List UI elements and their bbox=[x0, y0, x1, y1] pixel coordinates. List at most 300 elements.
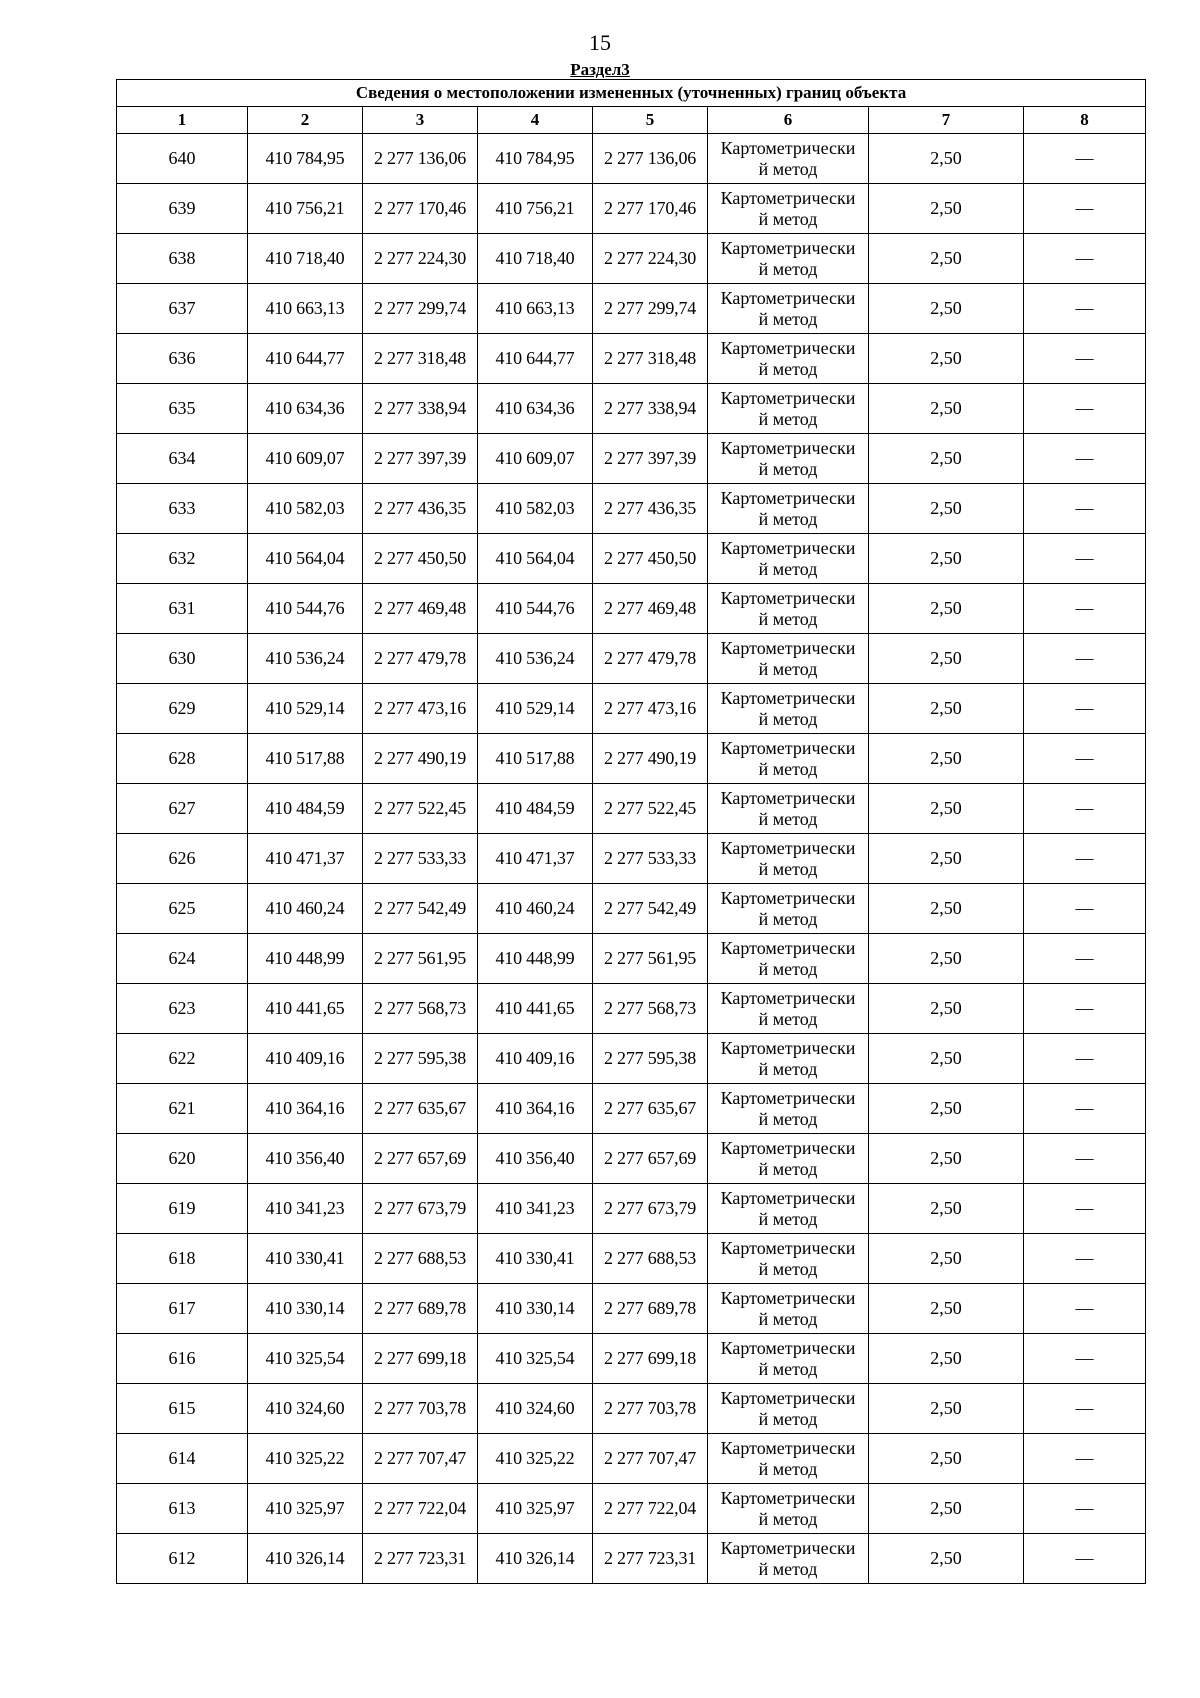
new-x-cell: 410 544,76 bbox=[478, 584, 593, 634]
new-x-cell: 410 644,77 bbox=[478, 334, 593, 384]
point-number-cell: 625 bbox=[117, 884, 248, 934]
existing-y-cell: 2 277 479,78 bbox=[363, 634, 478, 684]
method-cell bbox=[708, 534, 869, 584]
existing-x-cell: 410 663,13 bbox=[248, 284, 363, 334]
point-number-cell: 626 bbox=[117, 834, 248, 884]
table-row bbox=[117, 1184, 1146, 1234]
table-row bbox=[117, 1334, 1146, 1384]
new-y-cell: 2 277 318,48 bbox=[593, 334, 708, 384]
method-line-2: й метод bbox=[758, 1058, 818, 1079]
existing-y-cell: 2 277 561,95 bbox=[363, 934, 478, 984]
point-number-cell: 616 bbox=[117, 1334, 248, 1384]
new-y-cell: 2 277 224,30 bbox=[593, 234, 708, 284]
new-y-cell: 2 277 688,53 bbox=[593, 1234, 708, 1284]
existing-x-cell: 410 330,41 bbox=[248, 1234, 363, 1284]
table-row bbox=[117, 934, 1146, 984]
method-line-2: й метод bbox=[758, 658, 818, 679]
dash-cell: — bbox=[1024, 1134, 1146, 1184]
point-number-cell: 622 bbox=[117, 1034, 248, 1084]
existing-y-cell: 2 277 657,69 bbox=[363, 1134, 478, 1184]
existing-x-cell: 410 460,24 bbox=[248, 884, 363, 934]
method-cell bbox=[708, 434, 869, 484]
accuracy-cell: 2,50 bbox=[869, 784, 1024, 834]
new-y-cell: 2 277 707,47 bbox=[593, 1434, 708, 1484]
table-caption: Сведения о местоположении измененных (уточненных) границ объекта bbox=[117, 80, 1146, 107]
existing-y-cell: 2 277 707,47 bbox=[363, 1434, 478, 1484]
existing-y-cell: 2 277 703,78 bbox=[363, 1384, 478, 1434]
dash-cell: — bbox=[1024, 1034, 1146, 1084]
method-line-2: й метод bbox=[758, 558, 818, 579]
dash-cell: — bbox=[1024, 1484, 1146, 1534]
existing-y-cell: 2 277 170,46 bbox=[363, 184, 478, 234]
existing-x-cell: 410 448,99 bbox=[248, 934, 363, 984]
method-line-2: й метод bbox=[758, 908, 818, 929]
point-number-cell: 621 bbox=[117, 1084, 248, 1134]
existing-x-cell: 410 756,21 bbox=[248, 184, 363, 234]
existing-y-cell: 2 277 688,53 bbox=[363, 1234, 478, 1284]
existing-y-cell: 2 277 469,48 bbox=[363, 584, 478, 634]
page-number: 15 bbox=[589, 30, 611, 55]
new-y-cell: 2 277 469,48 bbox=[593, 584, 708, 634]
point-number-cell: 614 bbox=[117, 1434, 248, 1484]
table-row bbox=[117, 284, 1146, 334]
new-y-cell: 2 277 673,79 bbox=[593, 1184, 708, 1234]
dash-cell: — bbox=[1024, 384, 1146, 434]
accuracy-cell: 2,50 bbox=[869, 884, 1024, 934]
method-cell bbox=[708, 484, 869, 534]
existing-x-cell: 410 529,14 bbox=[248, 684, 363, 734]
table-row bbox=[117, 634, 1146, 684]
accuracy-cell: 2,50 bbox=[869, 1184, 1024, 1234]
dash-cell: — bbox=[1024, 484, 1146, 534]
existing-x-cell: 410 582,03 bbox=[248, 484, 363, 534]
method-line-1: Картометрически bbox=[720, 237, 856, 258]
new-x-cell: 410 536,24 bbox=[478, 634, 593, 684]
accuracy-cell: 2,50 bbox=[869, 1284, 1024, 1334]
new-x-cell: 410 663,13 bbox=[478, 284, 593, 334]
method-cell bbox=[708, 1384, 869, 1434]
table-row bbox=[117, 1134, 1146, 1184]
method-cell bbox=[708, 1084, 869, 1134]
point-number-cell: 620 bbox=[117, 1134, 248, 1184]
point-number-cell: 619 bbox=[117, 1184, 248, 1234]
new-y-cell: 2 277 568,73 bbox=[593, 984, 708, 1034]
existing-y-cell: 2 277 522,45 bbox=[363, 784, 478, 834]
table-row bbox=[117, 1434, 1146, 1484]
method-line-1: Картометрически bbox=[720, 1037, 856, 1058]
method-line-2: й метод bbox=[758, 1458, 818, 1479]
dash-cell: — bbox=[1024, 184, 1146, 234]
column-numbers-row bbox=[117, 107, 1146, 134]
table-row bbox=[117, 334, 1146, 384]
existing-y-cell: 2 277 568,73 bbox=[363, 984, 478, 1034]
method-line-2: й метод bbox=[758, 1308, 818, 1329]
dash-cell: — bbox=[1024, 734, 1146, 784]
existing-y-cell: 2 277 673,79 bbox=[363, 1184, 478, 1234]
dash-cell: — bbox=[1024, 534, 1146, 584]
existing-y-cell: 2 277 542,49 bbox=[363, 884, 478, 934]
method-cell bbox=[708, 684, 869, 734]
table-row bbox=[117, 1234, 1146, 1284]
new-y-cell: 2 277 561,95 bbox=[593, 934, 708, 984]
accuracy-cell: 2,50 bbox=[869, 234, 1024, 284]
method-line-2: й метод bbox=[758, 458, 818, 479]
new-y-cell: 2 277 689,78 bbox=[593, 1284, 708, 1334]
section-title: Раздел3 bbox=[570, 60, 630, 79]
method-line-2: й метод bbox=[758, 808, 818, 829]
accuracy-cell: 2,50 bbox=[869, 1234, 1024, 1284]
new-x-cell: 410 484,59 bbox=[478, 784, 593, 834]
method-line-2: й метод bbox=[758, 308, 818, 329]
new-y-cell: 2 277 450,50 bbox=[593, 534, 708, 584]
method-cell bbox=[708, 784, 869, 834]
point-number-cell: 635 bbox=[117, 384, 248, 434]
table-row bbox=[117, 234, 1146, 284]
column-number: 6 bbox=[708, 107, 869, 134]
accuracy-cell: 2,50 bbox=[869, 684, 1024, 734]
method-line-1: Картометрически bbox=[720, 137, 856, 158]
existing-y-cell: 2 277 723,31 bbox=[363, 1534, 478, 1584]
dash-cell: — bbox=[1024, 884, 1146, 934]
method-line-1: Картометрически bbox=[720, 1487, 856, 1508]
method-line-2: й метод bbox=[758, 1508, 818, 1529]
existing-y-cell: 2 277 299,74 bbox=[363, 284, 478, 334]
method-line-2: й метод bbox=[758, 608, 818, 629]
existing-y-cell: 2 277 318,48 bbox=[363, 334, 478, 384]
method-cell bbox=[708, 1534, 869, 1584]
column-number: 7 bbox=[869, 107, 1024, 134]
new-x-cell: 410 564,04 bbox=[478, 534, 593, 584]
point-number-cell: 617 bbox=[117, 1284, 248, 1334]
new-x-cell: 410 324,60 bbox=[478, 1384, 593, 1434]
table-row bbox=[117, 834, 1146, 884]
new-x-cell: 410 325,54 bbox=[478, 1334, 593, 1384]
accuracy-cell: 2,50 bbox=[869, 1334, 1024, 1384]
new-y-cell: 2 277 170,46 bbox=[593, 184, 708, 234]
table-row bbox=[117, 584, 1146, 634]
new-x-cell: 410 341,23 bbox=[478, 1184, 593, 1234]
method-line-1: Картометрически bbox=[720, 337, 856, 358]
new-x-cell: 410 784,95 bbox=[478, 134, 593, 184]
method-line-1: Картометрически bbox=[720, 637, 856, 658]
table-row bbox=[117, 1384, 1146, 1434]
method-line-2: й метод bbox=[758, 1408, 818, 1429]
table-row bbox=[117, 434, 1146, 484]
method-line-2: й метод bbox=[758, 1258, 818, 1279]
method-line-2: й метод bbox=[758, 758, 818, 779]
method-cell bbox=[708, 284, 869, 334]
new-y-cell: 2 277 479,78 bbox=[593, 634, 708, 684]
method-line-1: Картометрически bbox=[720, 1537, 856, 1558]
accuracy-cell: 2,50 bbox=[869, 584, 1024, 634]
accuracy-cell: 2,50 bbox=[869, 334, 1024, 384]
method-line-1: Картометрически bbox=[720, 487, 856, 508]
dash-cell: — bbox=[1024, 334, 1146, 384]
accuracy-cell: 2,50 bbox=[869, 1484, 1024, 1534]
dash-cell: — bbox=[1024, 784, 1146, 834]
new-y-cell: 2 277 699,18 bbox=[593, 1334, 708, 1384]
method-cell bbox=[708, 634, 869, 684]
table-row bbox=[117, 784, 1146, 834]
existing-x-cell: 410 517,88 bbox=[248, 734, 363, 784]
dash-cell: — bbox=[1024, 684, 1146, 734]
accuracy-cell: 2,50 bbox=[869, 1434, 1024, 1484]
method-line-1: Картометрически bbox=[720, 537, 856, 558]
table-row bbox=[117, 984, 1146, 1034]
new-y-cell: 2 277 542,49 bbox=[593, 884, 708, 934]
dash-cell: — bbox=[1024, 1084, 1146, 1134]
method-cell bbox=[708, 1434, 869, 1484]
method-line-2: й метод bbox=[758, 158, 818, 179]
existing-y-cell: 2 277 473,16 bbox=[363, 684, 478, 734]
method-line-1: Картометрически bbox=[720, 1287, 856, 1308]
table-row bbox=[117, 684, 1146, 734]
method-cell bbox=[708, 984, 869, 1034]
new-y-cell: 2 277 338,94 bbox=[593, 384, 708, 434]
method-line-2: й метод bbox=[758, 358, 818, 379]
existing-x-cell: 410 784,95 bbox=[248, 134, 363, 184]
method-line-1: Картометрически bbox=[720, 187, 856, 208]
method-line-2: й метод bbox=[758, 1008, 818, 1029]
dash-cell: — bbox=[1024, 1334, 1146, 1384]
accuracy-cell: 2,50 bbox=[869, 134, 1024, 184]
method-line-2: й метод bbox=[758, 708, 818, 729]
accuracy-cell: 2,50 bbox=[869, 1034, 1024, 1084]
existing-y-cell: 2 277 490,19 bbox=[363, 734, 478, 784]
new-x-cell: 410 409,16 bbox=[478, 1034, 593, 1084]
accuracy-cell: 2,50 bbox=[869, 484, 1024, 534]
method-line-1: Картометрически bbox=[720, 1437, 856, 1458]
accuracy-cell: 2,50 bbox=[869, 284, 1024, 334]
existing-x-cell: 410 325,97 bbox=[248, 1484, 363, 1534]
point-number-cell: 632 bbox=[117, 534, 248, 584]
dash-cell: — bbox=[1024, 584, 1146, 634]
method-line-1: Картометрически bbox=[720, 737, 856, 758]
point-number-cell: 615 bbox=[117, 1384, 248, 1434]
new-x-cell: 410 325,22 bbox=[478, 1434, 593, 1484]
existing-x-cell: 410 325,54 bbox=[248, 1334, 363, 1384]
new-x-cell: 410 609,07 bbox=[478, 434, 593, 484]
method-line-1: Картометрически bbox=[720, 287, 856, 308]
existing-x-cell: 410 356,40 bbox=[248, 1134, 363, 1184]
method-cell bbox=[708, 184, 869, 234]
new-x-cell: 410 364,16 bbox=[478, 1084, 593, 1134]
new-y-cell: 2 277 723,31 bbox=[593, 1534, 708, 1584]
method-line-2: й метод bbox=[758, 958, 818, 979]
new-x-cell: 410 582,03 bbox=[478, 484, 593, 534]
table-row bbox=[117, 134, 1146, 184]
method-cell bbox=[708, 884, 869, 934]
method-line-2: й метод bbox=[758, 1158, 818, 1179]
existing-x-cell: 410 718,40 bbox=[248, 234, 363, 284]
dash-cell: — bbox=[1024, 1384, 1146, 1434]
new-y-cell: 2 277 703,78 bbox=[593, 1384, 708, 1434]
dash-cell: — bbox=[1024, 984, 1146, 1034]
method-line-1: Картометрически bbox=[720, 1337, 856, 1358]
point-number-cell: 624 bbox=[117, 934, 248, 984]
table-row bbox=[117, 484, 1146, 534]
accuracy-cell: 2,50 bbox=[869, 534, 1024, 584]
dash-cell: — bbox=[1024, 634, 1146, 684]
new-y-cell: 2 277 657,69 bbox=[593, 1134, 708, 1184]
dash-cell: — bbox=[1024, 1284, 1146, 1334]
method-line-1: Картометрически bbox=[720, 687, 856, 708]
point-number-cell: 640 bbox=[117, 134, 248, 184]
table-row bbox=[117, 184, 1146, 234]
table-row bbox=[117, 1034, 1146, 1084]
new-x-cell: 410 517,88 bbox=[478, 734, 593, 784]
point-number-cell: 623 bbox=[117, 984, 248, 1034]
column-number: 4 bbox=[478, 107, 593, 134]
dash-cell: — bbox=[1024, 134, 1146, 184]
dash-cell: — bbox=[1024, 934, 1146, 984]
method-line-2: й метод bbox=[758, 858, 818, 879]
method-cell bbox=[708, 1234, 869, 1284]
table-row bbox=[117, 384, 1146, 434]
accuracy-cell: 2,50 bbox=[869, 834, 1024, 884]
dash-cell: — bbox=[1024, 834, 1146, 884]
new-y-cell: 2 277 490,19 bbox=[593, 734, 708, 784]
method-line-2: й метод bbox=[758, 508, 818, 529]
new-y-cell: 2 277 522,45 bbox=[593, 784, 708, 834]
point-number-cell: 613 bbox=[117, 1484, 248, 1534]
method-cell bbox=[708, 334, 869, 384]
existing-x-cell: 410 544,76 bbox=[248, 584, 363, 634]
accuracy-cell: 2,50 bbox=[869, 934, 1024, 984]
existing-x-cell: 410 409,16 bbox=[248, 1034, 363, 1084]
new-x-cell: 410 471,37 bbox=[478, 834, 593, 884]
accuracy-cell: 2,50 bbox=[869, 184, 1024, 234]
new-x-cell: 410 448,99 bbox=[478, 934, 593, 984]
existing-y-cell: 2 277 397,39 bbox=[363, 434, 478, 484]
method-line-1: Картометрически bbox=[720, 437, 856, 458]
point-number-cell: 628 bbox=[117, 734, 248, 784]
method-cell bbox=[708, 384, 869, 434]
method-line-1: Картометрически bbox=[720, 1187, 856, 1208]
method-line-1: Картометрически bbox=[720, 787, 856, 808]
method-cell bbox=[708, 1484, 869, 1534]
new-x-cell: 410 718,40 bbox=[478, 234, 593, 284]
new-y-cell: 2 277 533,33 bbox=[593, 834, 708, 884]
existing-y-cell: 2 277 136,06 bbox=[363, 134, 478, 184]
dash-cell: — bbox=[1024, 1184, 1146, 1234]
method-line-1: Картометрически bbox=[720, 1137, 856, 1158]
method-line-1: Картометрически bbox=[720, 587, 856, 608]
table-row bbox=[117, 1084, 1146, 1134]
method-cell bbox=[708, 834, 869, 884]
table-row bbox=[117, 734, 1146, 784]
method-line-2: й метод bbox=[758, 1558, 818, 1579]
column-number: 8 bbox=[1024, 107, 1146, 134]
accuracy-cell: 2,50 bbox=[869, 1534, 1024, 1584]
table-row bbox=[117, 1484, 1146, 1534]
table-caption-row bbox=[117, 80, 1146, 107]
dash-cell: — bbox=[1024, 434, 1146, 484]
new-x-cell: 410 460,24 bbox=[478, 884, 593, 934]
new-y-cell: 2 277 136,06 bbox=[593, 134, 708, 184]
accuracy-cell: 2,50 bbox=[869, 1134, 1024, 1184]
new-y-cell: 2 277 397,39 bbox=[593, 434, 708, 484]
new-y-cell: 2 277 722,04 bbox=[593, 1484, 708, 1534]
existing-x-cell: 410 644,77 bbox=[248, 334, 363, 384]
existing-x-cell: 410 324,60 bbox=[248, 1384, 363, 1434]
method-line-2: й метод bbox=[758, 1208, 818, 1229]
accuracy-cell: 2,50 bbox=[869, 984, 1024, 1034]
new-x-cell: 410 356,40 bbox=[478, 1134, 593, 1184]
new-x-cell: 410 326,14 bbox=[478, 1534, 593, 1584]
existing-x-cell: 410 536,24 bbox=[248, 634, 363, 684]
column-number: 3 bbox=[363, 107, 478, 134]
method-cell bbox=[708, 934, 869, 984]
method-cell bbox=[708, 1334, 869, 1384]
accuracy-cell: 2,50 bbox=[869, 734, 1024, 784]
new-x-cell: 410 441,65 bbox=[478, 984, 593, 1034]
method-line-2: й метод bbox=[758, 1108, 818, 1129]
new-y-cell: 2 277 436,35 bbox=[593, 484, 708, 534]
method-line-2: й метод bbox=[758, 408, 818, 429]
method-line-1: Картометрически bbox=[720, 387, 856, 408]
point-number-cell: 631 bbox=[117, 584, 248, 634]
method-cell bbox=[708, 1284, 869, 1334]
dash-cell: — bbox=[1024, 234, 1146, 284]
method-line-2: й метод bbox=[758, 1358, 818, 1379]
existing-y-cell: 2 277 450,50 bbox=[363, 534, 478, 584]
new-y-cell: 2 277 595,38 bbox=[593, 1034, 708, 1084]
method-line-1: Картометрически bbox=[720, 1237, 856, 1258]
point-number-cell: 627 bbox=[117, 784, 248, 834]
method-cell bbox=[708, 734, 869, 784]
existing-x-cell: 410 484,59 bbox=[248, 784, 363, 834]
method-cell bbox=[708, 234, 869, 284]
existing-y-cell: 2 277 224,30 bbox=[363, 234, 478, 284]
existing-y-cell: 2 277 635,67 bbox=[363, 1084, 478, 1134]
point-number-cell: 633 bbox=[117, 484, 248, 534]
point-number-cell: 618 bbox=[117, 1234, 248, 1284]
new-y-cell: 2 277 635,67 bbox=[593, 1084, 708, 1134]
existing-x-cell: 410 471,37 bbox=[248, 834, 363, 884]
accuracy-cell: 2,50 bbox=[869, 1384, 1024, 1434]
new-x-cell: 410 756,21 bbox=[478, 184, 593, 234]
point-number-cell: 629 bbox=[117, 684, 248, 734]
new-x-cell: 410 330,41 bbox=[478, 1234, 593, 1284]
method-line-1: Картометрически bbox=[720, 937, 856, 958]
method-cell bbox=[708, 134, 869, 184]
dash-cell: — bbox=[1024, 1234, 1146, 1284]
point-number-cell: 634 bbox=[117, 434, 248, 484]
table-row bbox=[117, 1534, 1146, 1584]
table-row bbox=[117, 534, 1146, 584]
new-x-cell: 410 529,14 bbox=[478, 684, 593, 734]
point-number-cell: 612 bbox=[117, 1534, 248, 1584]
method-line-2: й метод bbox=[758, 208, 818, 229]
point-number-cell: 636 bbox=[117, 334, 248, 384]
new-x-cell: 410 634,36 bbox=[478, 384, 593, 434]
method-line-1: Картометрически bbox=[720, 1387, 856, 1408]
new-y-cell: 2 277 299,74 bbox=[593, 284, 708, 334]
existing-y-cell: 2 277 533,33 bbox=[363, 834, 478, 884]
accuracy-cell: 2,50 bbox=[869, 634, 1024, 684]
method-cell bbox=[708, 1034, 869, 1084]
existing-y-cell: 2 277 436,35 bbox=[363, 484, 478, 534]
point-number-cell: 637 bbox=[117, 284, 248, 334]
column-number: 1 bbox=[117, 107, 248, 134]
method-line-2: й метод bbox=[758, 258, 818, 279]
existing-x-cell: 410 364,16 bbox=[248, 1084, 363, 1134]
dash-cell: — bbox=[1024, 1434, 1146, 1484]
new-x-cell: 410 330,14 bbox=[478, 1284, 593, 1334]
accuracy-cell: 2,50 bbox=[869, 384, 1024, 434]
point-number-cell: 638 bbox=[117, 234, 248, 284]
